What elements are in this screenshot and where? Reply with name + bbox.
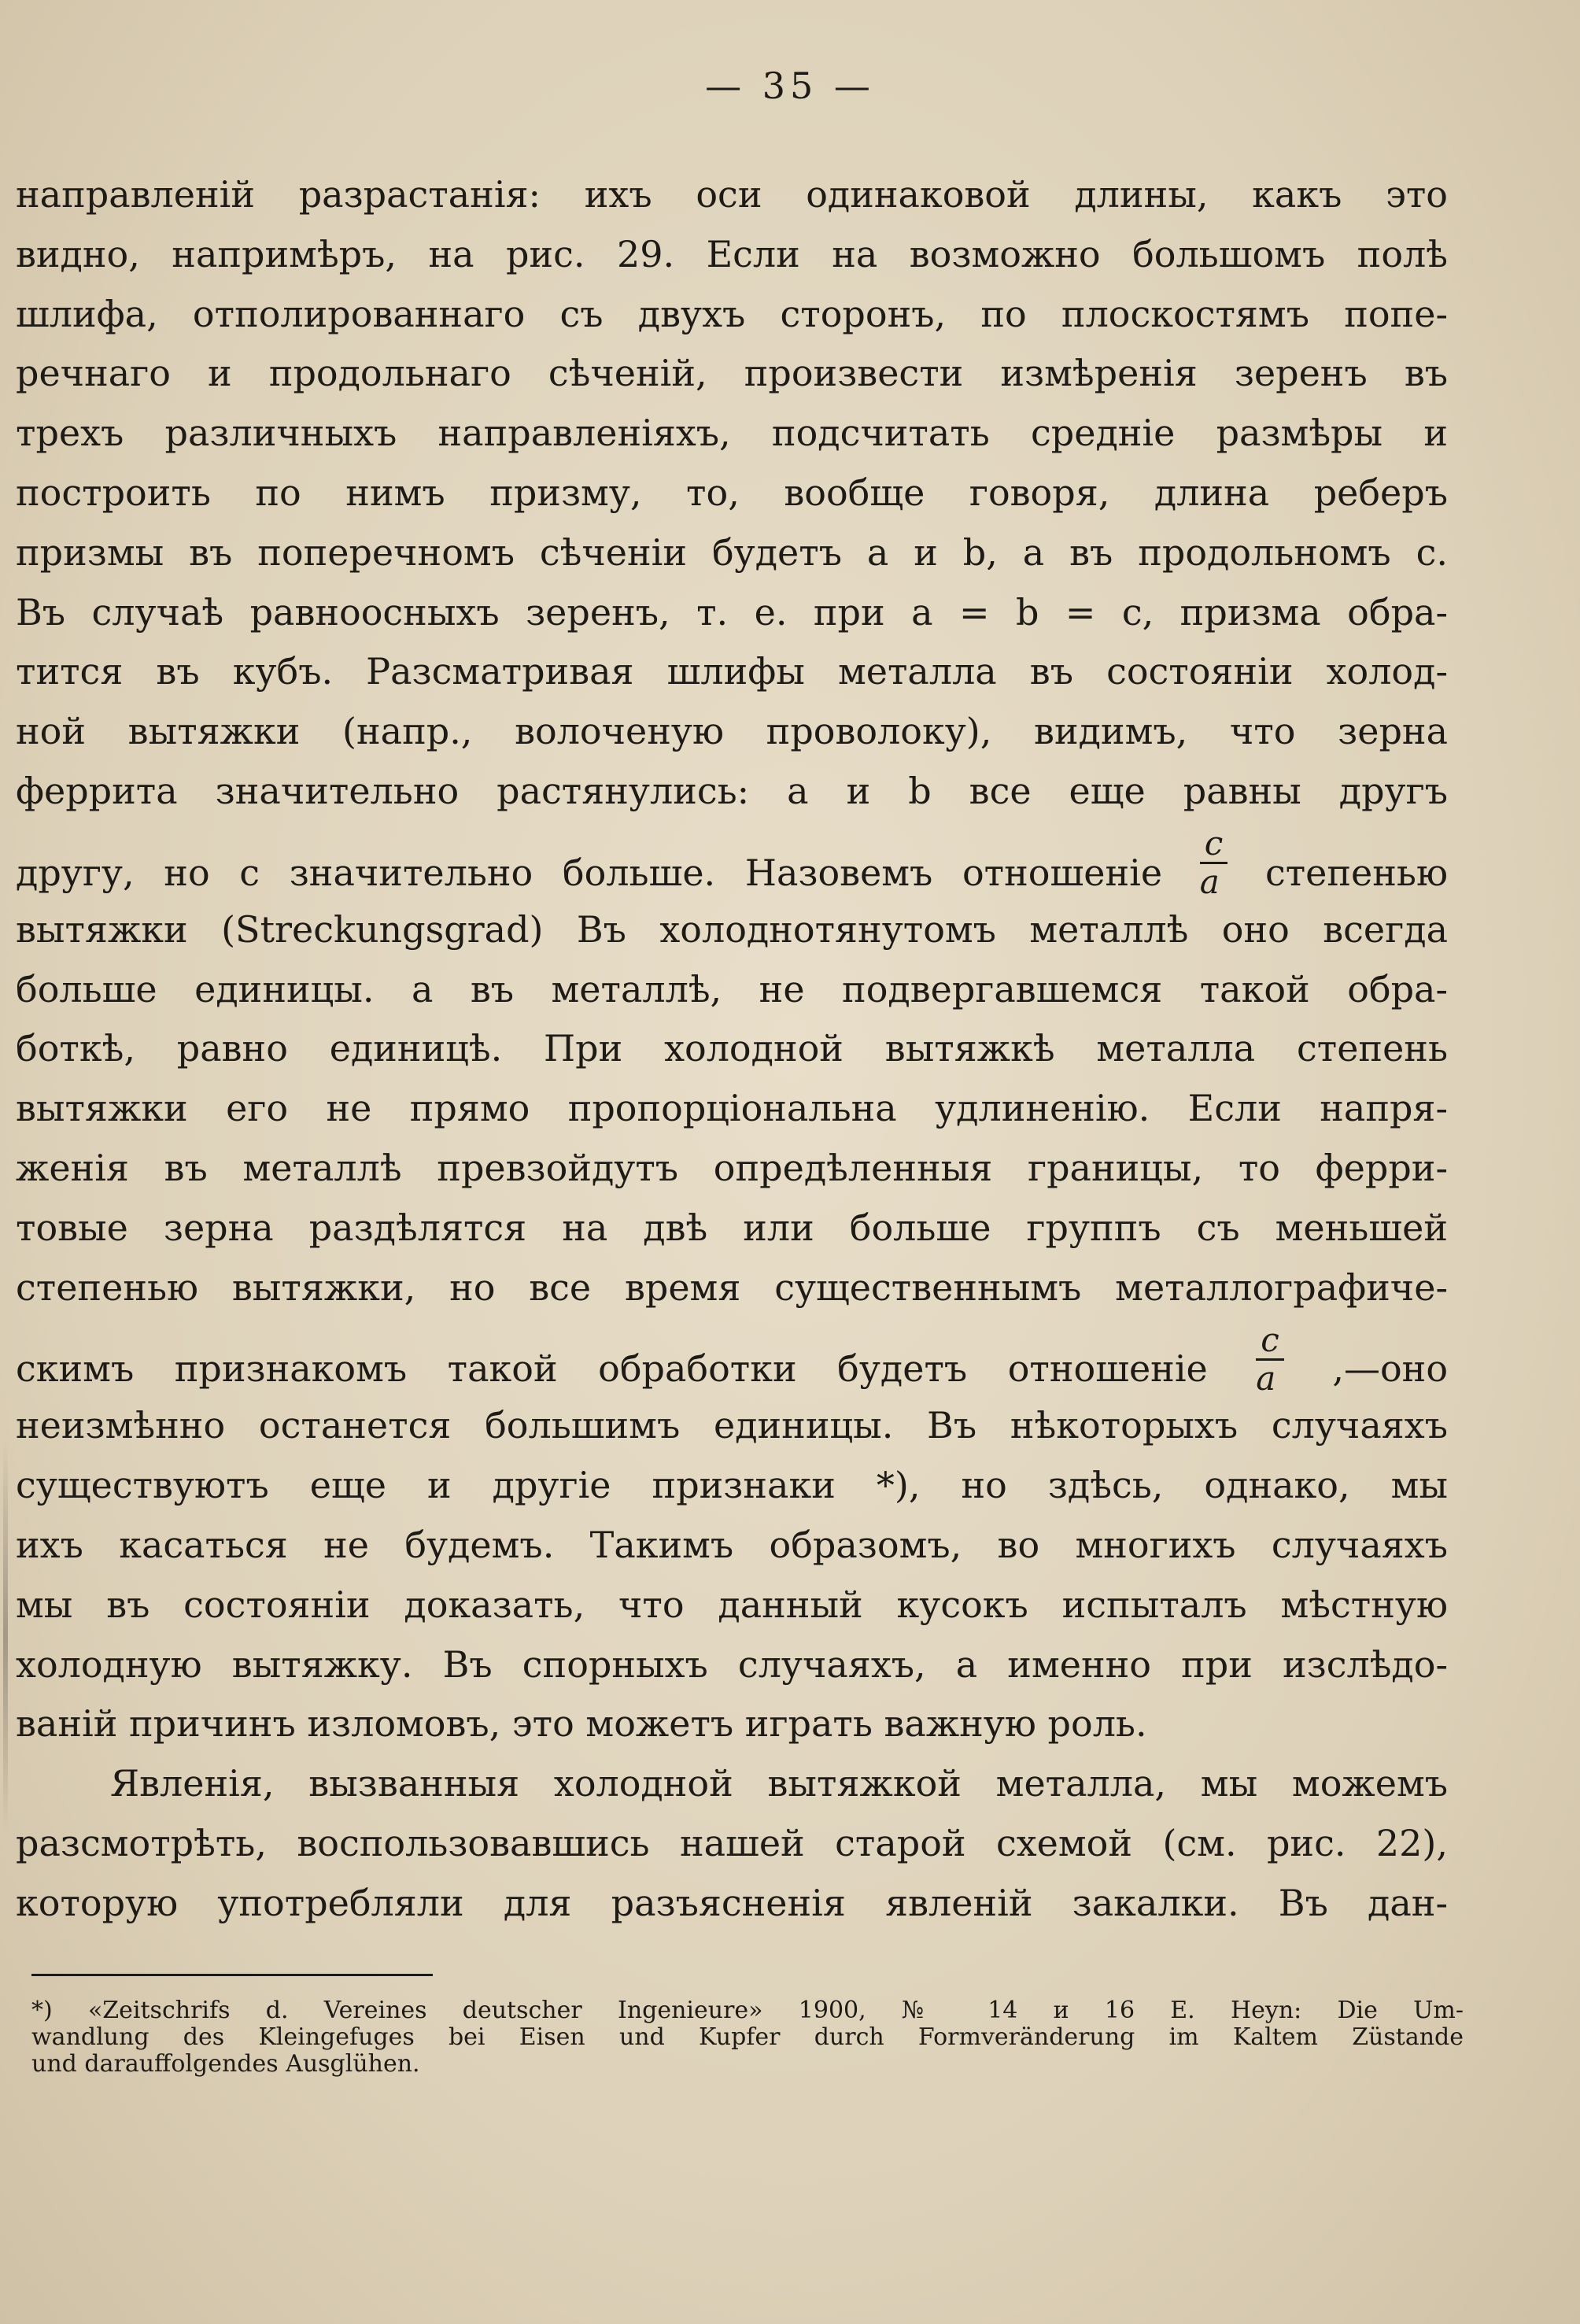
fraction-line-text-after: ,—оно: [1332, 1347, 1449, 1391]
page-number: — 35 —: [705, 65, 875, 107]
text-line: товые зерна раздѣлятся на двѣ или больше группъ съ меньшей: [16, 1206, 1448, 1249]
text-line-with-fraction: [16, 1317, 1448, 1396]
text-line: боткѣ, равно единицѣ. При холодной вытяжкѣ металла степень: [16, 1027, 1448, 1070]
text-line: построить по нимъ призму, то, вообще говоря, длина реберъ: [16, 471, 1448, 514]
text-line: существуютъ еще и другіе признаки *), но здѣсь, однако, мы: [16, 1464, 1448, 1507]
text-line: речнаго и продольнаго сѣченій, произвести измѣренія зеренъ въ: [16, 352, 1448, 395]
text-line: трехъ различныхъ направленіяхъ, подсчитать средніе размѣры и: [16, 412, 1448, 455]
fraction-line-text-before: другу, но c значительно больше. Назовемъ отношеніе: [16, 851, 1163, 894]
text-line: ихъ касаться не будемъ. Такимъ образомъ, во многихъ случаяхъ: [16, 1523, 1448, 1566]
text-line: женія въ металлѣ превзойдутъ опредѣленныя границы, то ферри-: [16, 1146, 1448, 1189]
fraction-line-text-before: скимъ признакомъ такой обработки будетъ отношеніе: [16, 1347, 1208, 1391]
text-line: призмы въ поперечномъ сѣченіи будетъ a и b, а въ продольномъ c.: [16, 530, 1449, 574]
fraction-line-text-after: степенью: [1264, 851, 1449, 894]
text-line: направленій разрастанія: ихъ оси одинаковой длины, какъ это: [16, 173, 1448, 216]
footnote-divider: [31, 1974, 433, 1976]
text-line: ваній причинъ изломовъ, это можетъ играть важную роль.: [16, 1702, 1147, 1746]
text-line: тится въ кубъ. Разсматривая шлифы металла въ состояніи холод-: [16, 650, 1448, 693]
text-line: мы въ состояніи доказать, что данный кусокъ испыталъ мѣстную: [16, 1583, 1448, 1626]
text-line: вытяжки его не прямо пропорціональна удлиненію. Если напря-: [16, 1087, 1448, 1130]
text-line: неизмѣнно останется большимъ единицы. Въ нѣкоторыхъ случаяхъ: [16, 1404, 1448, 1447]
text-line: феррита значительно растянулись: a и b все еще равны другъ: [16, 769, 1448, 812]
text-line: видно, напримѣръ, на рис. 29. Если на возможно большомъ полѣ: [16, 232, 1448, 275]
text-line: разсмотрѣть, воспользовавшись нашей старой схемой (см. рис. 22),: [16, 1821, 1448, 1864]
text-line: больше единицы. а въ металлѣ, не подвергавшемся такой обра-: [16, 967, 1448, 1011]
text-line-with-fraction: [16, 822, 1448, 900]
text-line: холодную вытяжку. Въ спорныхъ случаяхъ, а именно при изслѣдо-: [16, 1642, 1448, 1686]
fraction-denominator: a: [1256, 1358, 1276, 1398]
margin-pencil-mark: [3, 1440, 8, 1834]
text-line: Въ случаѣ равноосныхъ зеренъ, т. е. при a = b = c, призма обра-: [16, 590, 1448, 634]
text-line: шлифа, отполированнаго съ двухъ сторонъ, по плоскостямъ попе-: [16, 292, 1448, 335]
fraction-numerator: c: [1200, 826, 1228, 864]
footnote: [31, 1997, 1464, 2078]
footnote-line: wandlung des Kleingefuges bei Eisen und Kupfer durch Formveränderung im Kaltem Züstande: [31, 2023, 1464, 2051]
text-line: которую употребляли для разъясненія явленій закалки. Въ дан-: [16, 1881, 1448, 1924]
text-line: вытяжки (Streckungsgrad) Въ холоднотянутомъ металлѣ оно всегда: [16, 907, 1448, 951]
text-line: ной вытяжки (напр., волоченую проволоку), видимъ, что зерна: [16, 710, 1448, 753]
paragraph-start-line: Явленія, вызванныя холодной вытяжкой металла, мы можемъ: [110, 1762, 1448, 1805]
fraction-denominator: a: [1199, 863, 1220, 902]
footnote-line: und darauffolgendes Ausglühen.: [31, 2050, 420, 2078]
text-line: степенью вытяжки, но все время существеннымъ металлографиче-: [16, 1265, 1448, 1309]
footnote-line: *) «Zeitschrifs d. Vereines deutscher Ingenieure» 1900, № 14 и 16 E. Heyn: Die Um-: [31, 1997, 1464, 2024]
fraction-numerator: c: [1256, 1322, 1284, 1361]
fraction-c-over-a: [1200, 826, 1228, 900]
fraction-c-over-a: [1256, 1322, 1284, 1397]
body-text: [16, 165, 1448, 1934]
